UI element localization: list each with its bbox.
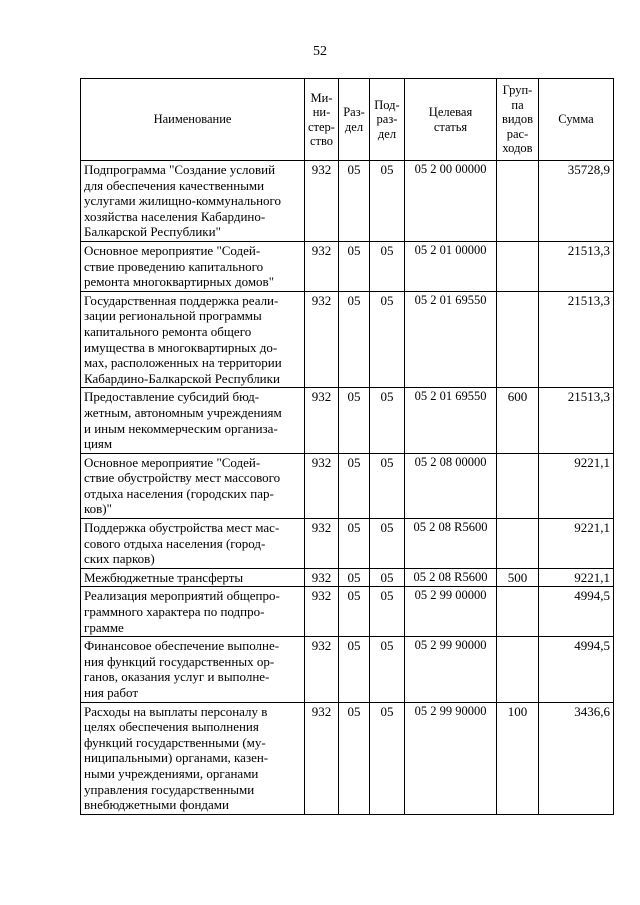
cell-name-line: мах, расположенных на территории (84, 355, 282, 371)
cell-name (81, 637, 305, 702)
cell-name-line: Основное мероприятие "Содей- (84, 242, 261, 258)
cell-name-line: Расходы на выплаты персоналу в (84, 703, 268, 719)
cell-name-line: ганов, оказания услуг и выполне- (84, 669, 270, 685)
col-header-line: Ми- (310, 90, 333, 105)
cell-target: 05 2 08 R5600 (405, 568, 497, 587)
cell-subsection: 05 (370, 568, 405, 587)
cell-ministry: 932 (305, 568, 339, 587)
col-header-line: ство (309, 134, 334, 148)
cell-section: 05 (339, 702, 370, 814)
cell-sum: 21513,3 (539, 291, 614, 388)
col-header-line: дел (377, 126, 397, 141)
cell-target: 05 2 01 69550 (405, 388, 497, 453)
cell-name-line: функций государственными (му- (84, 734, 266, 750)
cell-subsection: 05 (370, 291, 405, 388)
cell-name-line: и иным некоммерческим организа- (84, 420, 278, 436)
table-row (81, 568, 614, 587)
table-row (81, 161, 614, 242)
cell-subsection: 05 (370, 702, 405, 814)
cell-name-line: зации региональной программы (84, 308, 262, 324)
cell-ministry: 932 (305, 453, 339, 518)
cell-section: 05 (339, 637, 370, 702)
col-header-line: Сумма (558, 112, 594, 127)
cell-target: 05 2 99 90000 (405, 637, 497, 702)
cell-expense-group (497, 453, 539, 518)
cell-name-line: сового отдыха населения (город- (84, 535, 266, 551)
table-row (81, 637, 614, 702)
cell-section: 05 (339, 241, 370, 291)
table-row (81, 241, 614, 291)
cell-name (81, 568, 305, 587)
table-row (81, 453, 614, 518)
cell-name-line: Государственная поддержка реали- (84, 292, 279, 308)
cell-expense-group (497, 519, 539, 569)
col-header-line: видов (501, 112, 534, 127)
cell-name-line: услугами жилищно-коммунального (84, 193, 282, 209)
cell-subsection: 05 (370, 388, 405, 453)
cell-name (81, 241, 305, 291)
col-header-sum (539, 79, 614, 161)
cell-name-line: ремонта многоквартирных домов" (84, 274, 275, 290)
cell-name-line: Подпрограмма "Создание условий (84, 162, 276, 177)
col-header-line: Целевая (428, 105, 473, 119)
cell-name-line: хозяйства населения Кабардино- (84, 208, 266, 224)
cell-name-line: целях обеспечения выполнения (84, 719, 259, 735)
cell-name-line: грамме (84, 619, 124, 635)
cell-target: 05 2 99 00000 (405, 587, 497, 637)
cell-name-line: отдыха населения (городских пар- (84, 485, 274, 501)
cell-name-line: ния функций государственных ор- (84, 653, 275, 669)
cell-name-line: ниципальными) органами, казен- (84, 750, 269, 766)
cell-name-line: управления государственными (84, 781, 255, 797)
col-header-line: рас- (506, 126, 529, 141)
cell-ministry: 932 (305, 702, 339, 814)
cell-name (81, 291, 305, 388)
cell-name (81, 388, 305, 453)
col-header-line: дел (344, 119, 364, 134)
cell-subsection: 05 (370, 453, 405, 518)
cell-subsection: 05 (370, 637, 405, 702)
cell-name-line: ствие обустройству мест массового (84, 470, 281, 486)
cell-name-line: внебюджетными фондами (84, 797, 229, 813)
cell-ministry: 932 (305, 388, 339, 453)
cell-name-line: Кабардино-Балкарской Республики (84, 370, 280, 386)
cell-expense-group (497, 241, 539, 291)
cell-sum: 9221,1 (539, 519, 614, 569)
col-header-line: Груп- (502, 83, 533, 98)
cell-section: 05 (339, 568, 370, 587)
cell-target: 05 2 08 00000 (405, 453, 497, 518)
cell-name-line: граммного характера по подпро- (84, 604, 265, 620)
cell-sum: 21513,3 (539, 241, 614, 291)
cell-name-line: капитального ремонта общего (84, 323, 252, 339)
budget-table (80, 78, 614, 815)
col-header-line: раз- (376, 112, 398, 127)
cell-target: 05 2 01 00000 (405, 241, 497, 291)
col-header-line: па (511, 97, 524, 112)
cell-name-line: Межбюджетные трансферты (84, 569, 244, 585)
cell-name-line: Балкарской Республики" (84, 224, 221, 240)
cell-sum: 21513,3 (539, 388, 614, 453)
col-header-line: Раз- (343, 105, 365, 119)
cell-expense-group (497, 291, 539, 388)
cell-name (81, 161, 305, 242)
cell-ministry: 932 (305, 241, 339, 291)
table-row (81, 519, 614, 569)
col-header-line: Под- (374, 97, 400, 112)
cell-ministry: 932 (305, 161, 339, 242)
table-row (81, 587, 614, 637)
cell-expense-group: 500 (497, 568, 539, 587)
table-body (81, 161, 614, 815)
table-row (81, 291, 614, 388)
cell-expense-group: 100 (497, 702, 539, 814)
cell-name-line: циям (84, 436, 113, 452)
cell-name-line: ствие проведению капитального (84, 258, 264, 274)
cell-name-line: для обеспечения качественными (84, 177, 265, 193)
cell-section: 05 (339, 388, 370, 453)
col-header-name (81, 79, 305, 161)
table-row (81, 702, 614, 814)
table-header-row (81, 79, 614, 161)
col-header-target (405, 79, 497, 161)
col-header-line: Наименование (153, 112, 232, 127)
cell-target: 05 2 99 90000 (405, 702, 497, 814)
cell-target: 05 2 00 00000 (405, 161, 497, 242)
cell-name (81, 519, 305, 569)
col-header-section (339, 79, 370, 161)
cell-name (81, 702, 305, 814)
cell-sum: 4994,5 (539, 637, 614, 702)
col-header-line: стер- (308, 119, 335, 134)
cell-sum: 3436,6 (539, 702, 614, 814)
cell-expense-group (497, 587, 539, 637)
cell-name-line: Основное мероприятие "Содей- (84, 454, 261, 470)
cell-section: 05 (339, 587, 370, 637)
col-header-line: ходов (502, 141, 533, 156)
col-header-line: ни- (312, 105, 331, 119)
cell-section: 05 (339, 291, 370, 388)
cell-target: 05 2 08 R5600 (405, 519, 497, 569)
col-header-subsection (370, 79, 405, 161)
cell-name-line: Финансовое обеспечение выполне- (84, 638, 280, 654)
cell-subsection: 05 (370, 161, 405, 242)
page-number: 52 (313, 44, 327, 59)
cell-name-line: Поддержка обустройства мест мас- (84, 520, 280, 536)
cell-expense-group: 600 (497, 388, 539, 453)
cell-ministry: 932 (305, 637, 339, 702)
cell-sum: 4994,5 (539, 587, 614, 637)
cell-subsection: 05 (370, 519, 405, 569)
cell-name-line: ских парков) (84, 551, 155, 567)
col-header-line: статья (433, 119, 468, 134)
cell-name-line: Предоставление субсидий бюд- (84, 389, 260, 405)
cell-sum: 35728,9 (539, 161, 614, 242)
cell-section: 05 (339, 453, 370, 518)
cell-target: 05 2 01 69550 (405, 291, 497, 388)
cell-subsection: 05 (370, 587, 405, 637)
cell-section: 05 (339, 161, 370, 242)
cell-expense-group (497, 161, 539, 242)
col-header-expense-group (497, 79, 539, 161)
cell-name-line: жетным, автономным учреждениям (84, 404, 282, 420)
cell-name-line: ков)" (84, 501, 112, 517)
cell-name-line: ными учреждениями, органами (84, 765, 259, 781)
cell-name-line: ния работ (84, 685, 139, 700)
cell-sum: 9221,1 (539, 568, 614, 587)
cell-name (81, 453, 305, 518)
cell-name-line: Реализация мероприятий общепро- (84, 588, 280, 604)
cell-expense-group (497, 637, 539, 702)
cell-name-line: имущества в многоквартирных до- (84, 339, 278, 355)
cell-ministry: 932 (305, 587, 339, 637)
col-header-ministry (305, 79, 339, 161)
cell-name (81, 587, 305, 637)
cell-subsection: 05 (370, 241, 405, 291)
cell-ministry: 932 (305, 519, 339, 569)
cell-ministry: 932 (305, 291, 339, 388)
cell-sum: 9221,1 (539, 453, 614, 518)
table-row (81, 388, 614, 453)
cell-section: 05 (339, 519, 370, 569)
